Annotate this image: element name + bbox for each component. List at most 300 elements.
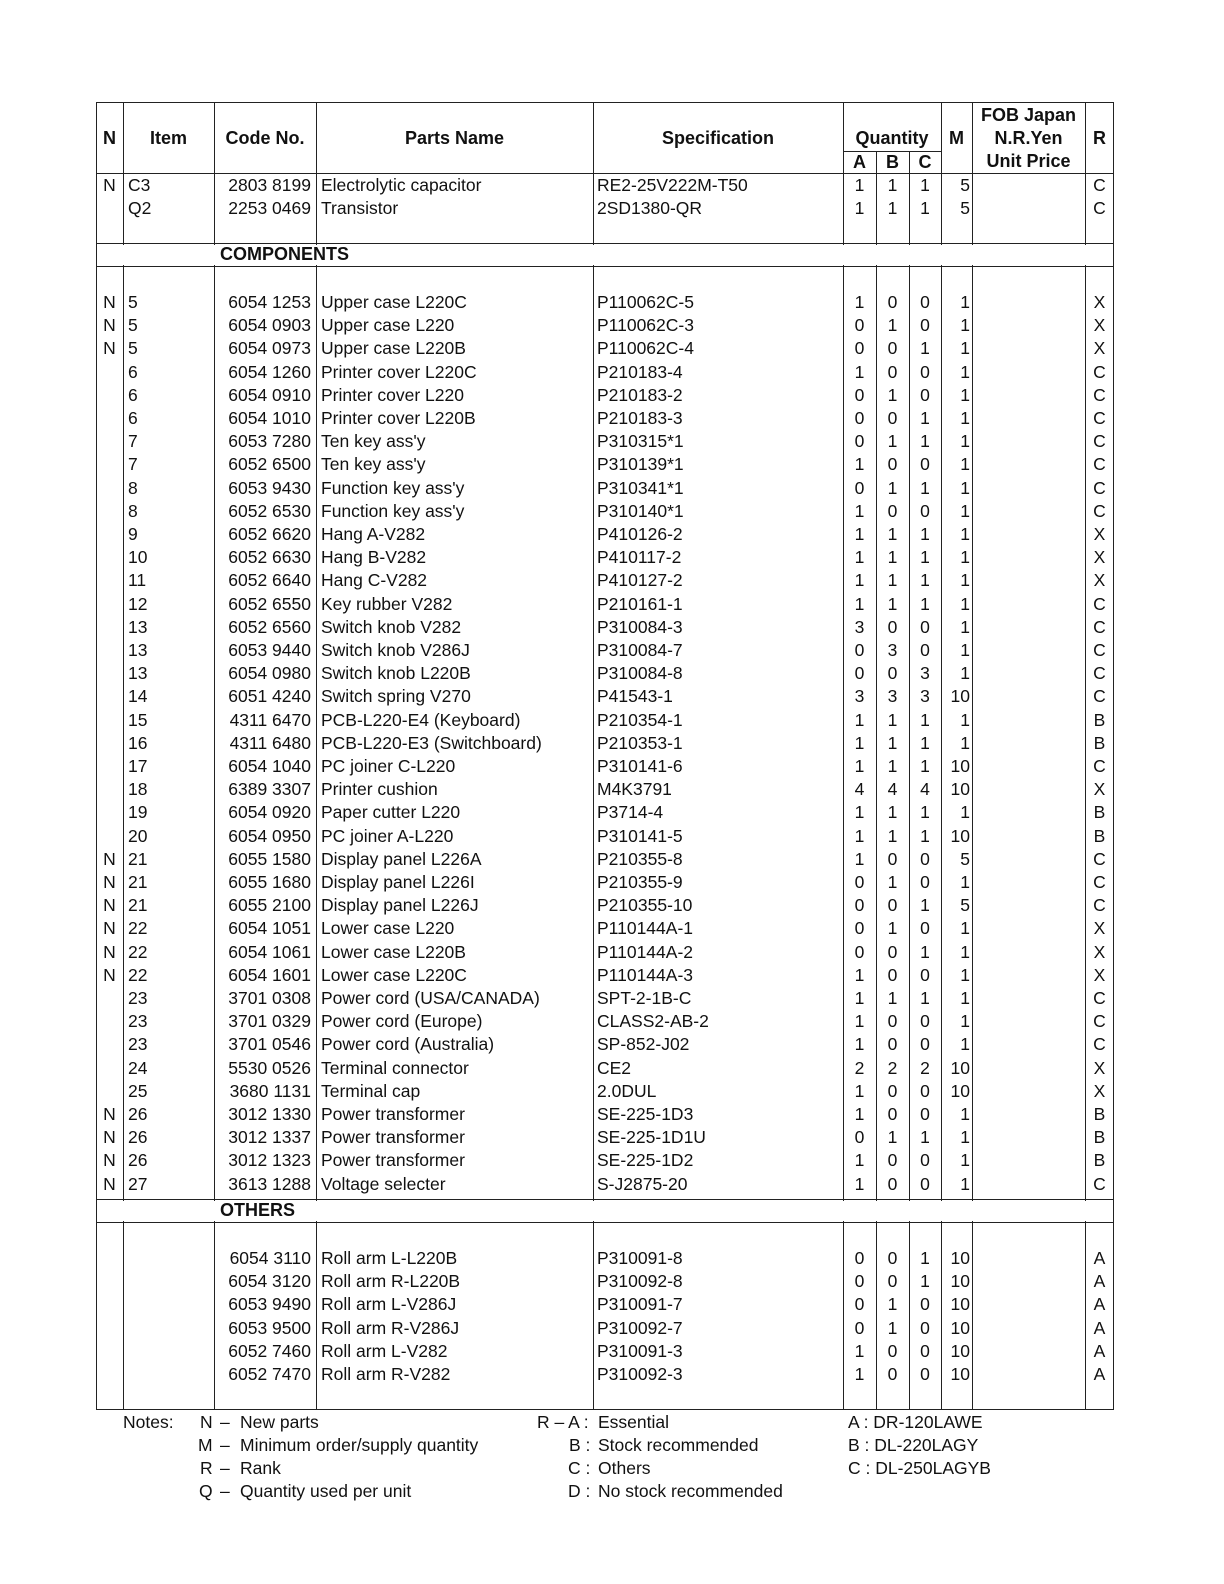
cell-qty-b: 1 [887, 872, 898, 892]
cell-n: N [103, 848, 116, 869]
cell-code: 6054 1601 [228, 964, 311, 985]
cell-item: 25 [128, 1080, 148, 1101]
cell-specification: P3714-4 [597, 802, 664, 823]
cell-code: 3701 0329 [228, 1011, 311, 1032]
cell-qty-b: 0 [887, 361, 898, 382]
cell-parts-name: Hang A-V282 [321, 524, 426, 544]
cell-code: 6053 9440 [228, 640, 311, 660]
cell-qty-c: 1 [920, 988, 930, 1008]
cell-qty-a: 1 [854, 732, 865, 753]
cell-item: 21 [128, 895, 148, 916]
cell-qty-b: 1 [887, 1294, 898, 1315]
cell-specification: SE-225-1D2 [597, 1150, 694, 1171]
cell-rank: X [1093, 338, 1106, 359]
cell-m: 10 [950, 1294, 970, 1315]
cell-qty-c: 0 [920, 1104, 930, 1124]
cell-qty-c: 0 [920, 1173, 930, 1194]
cell-specification: M4K3791 [597, 779, 672, 800]
cell-rank: B [1093, 1150, 1106, 1171]
cell-qty-a: 1 [854, 802, 865, 823]
cell-rank: A [1093, 1248, 1106, 1268]
cell-code: 3680 1131 [229, 1080, 311, 1101]
cell-item: 5 [128, 292, 138, 312]
cell-qty-a: 0 [854, 895, 865, 916]
cell-m: 1 [960, 988, 970, 1008]
cell-specification: P210355-8 [597, 848, 683, 869]
cell-parts-name: Upper case L220C [321, 292, 467, 312]
cell-specification: P310091-3 [597, 1340, 683, 1361]
cell-item: 7 [128, 431, 138, 452]
cell-rank: X [1093, 524, 1106, 544]
cell-qty-a: 0 [854, 408, 865, 428]
cell-m: 1 [960, 640, 970, 660]
cell-m: 1 [960, 941, 970, 962]
rank-text-a: Essential [598, 1412, 670, 1432]
note-text-m: Minimum order/supply quantity [240, 1435, 479, 1455]
cell-parts-name: Paper cutter L220 [321, 802, 461, 823]
cell-qty-c: 0 [920, 361, 930, 382]
cell-qty-c: 3 [920, 686, 930, 707]
cell-qty-b: 0 [887, 1011, 898, 1032]
cell-rank: B [1093, 1127, 1106, 1148]
cell-qty-c: 1 [920, 1271, 930, 1292]
cell-code: 3012 1337 [228, 1127, 311, 1148]
cell-parts-name: Terminal cap [321, 1080, 421, 1101]
cell-item: 26 [128, 1104, 148, 1124]
cell-qty-a: 1 [854, 524, 865, 544]
cell-parts-name: Switch knob V282 [321, 616, 462, 637]
cell-code: 6053 7280 [228, 431, 311, 452]
cell-code: 6053 9490 [228, 1294, 311, 1315]
cell-m: 10 [950, 1271, 970, 1292]
header-m: M [949, 128, 964, 148]
cell-n: N [103, 1173, 116, 1194]
cell-specification: P310084-8 [597, 663, 683, 684]
cell-qty-a: 1 [854, 570, 865, 591]
cell-m: 1 [960, 547, 970, 568]
cell-parts-name: Printer cover L220C [321, 361, 477, 382]
cell-specification: P310139*1 [597, 454, 684, 475]
note-text-n: New parts [240, 1412, 319, 1432]
cell-parts-name: Printer cushion [321, 779, 438, 800]
cell-qty-a: 1 [854, 361, 865, 382]
cell-qty-a: 1 [854, 292, 865, 312]
cell-qty-c: 1 [920, 1127, 930, 1148]
cell-code: 6054 0980 [228, 663, 311, 684]
cell-code: 4311 6480 [229, 732, 311, 753]
cell-code: 6054 1040 [228, 756, 311, 776]
cell-item: 24 [128, 1057, 148, 1078]
cell-qty-a: 1 [854, 1080, 865, 1101]
cell-item: Q2 [128, 198, 152, 219]
cell-parts-name: Power transformer [321, 1150, 465, 1171]
cell-rank: C [1093, 454, 1106, 475]
cell-rank: C [1093, 593, 1106, 614]
cell-rank: X [1093, 1057, 1106, 1078]
cell-n: N [103, 964, 116, 985]
cell-rank: X [1093, 547, 1106, 568]
cell-item: 22 [128, 941, 148, 962]
cell-qty-b: 0 [887, 408, 898, 428]
header-fob-line2: N.R.Yen [994, 128, 1063, 148]
cell-item: 11 [128, 570, 147, 591]
cell-specification: P310141-5 [597, 825, 683, 846]
cell-qty-c: 1 [920, 802, 930, 823]
cell-code: 6054 3120 [228, 1271, 311, 1292]
cell-rank: A [1093, 1317, 1106, 1338]
cell-item: 6 [128, 408, 138, 428]
cell-parts-name: Roll arm L-L220B [321, 1248, 458, 1268]
cell-code: 6054 0920 [228, 802, 311, 823]
cell-qty-a: 1 [854, 1173, 865, 1194]
note-key-q: Q [199, 1481, 213, 1501]
model-c: C : DL-250LAGYB [848, 1458, 991, 1478]
cell-specification: SE-225-1D1U [597, 1127, 706, 1148]
cell-qty-b: 0 [887, 1034, 898, 1055]
cell-code: 3701 0546 [228, 1034, 311, 1055]
cell-qty-c: 1 [920, 570, 930, 591]
cell-qty-a: 1 [854, 756, 865, 776]
cell-code: 6052 6550 [228, 593, 311, 614]
cell-qty-a: 2 [854, 1057, 865, 1078]
model-a: A : DR-120LAWE [848, 1412, 983, 1432]
cell-item: 13 [128, 663, 148, 684]
cell-rank: X [1093, 964, 1106, 985]
model-b: B : DL-220LAGY [848, 1435, 979, 1455]
cell-parts-name: Hang B-V282 [321, 547, 427, 568]
cell-qty-c: 1 [920, 756, 930, 776]
cell-qty-c: 0 [920, 964, 930, 985]
cell-rank: C [1093, 175, 1106, 195]
header-parts-name: Parts Name [404, 128, 505, 148]
cell-qty-c: 1 [920, 338, 930, 359]
cell-qty-b: 3 [887, 640, 898, 660]
cell-parts-name: PC joiner A-L220 [321, 825, 454, 846]
cell-qty-c: 0 [920, 616, 930, 637]
cell-parts-name: Power cord (Australia) [321, 1034, 495, 1055]
cell-n: N [103, 1104, 116, 1124]
cell-code: 6052 6530 [228, 500, 311, 521]
cell-parts-name: Power transformer [321, 1104, 465, 1124]
cell-m: 1 [960, 918, 970, 939]
cell-m: 1 [960, 315, 970, 336]
cell-parts-name: Electrolytic capacitor [321, 175, 482, 195]
cell-rank: C [1093, 198, 1106, 219]
cell-item: 23 [128, 1011, 148, 1032]
cell-item: 26 [128, 1127, 148, 1148]
cell-item: 23 [128, 988, 148, 1008]
cell-qty-b: 1 [887, 825, 898, 846]
cell-item: 26 [128, 1150, 148, 1171]
cell-code: 3012 1330 [228, 1104, 311, 1124]
cell-m: 1 [960, 292, 970, 312]
cell-qty-c: 1 [920, 175, 930, 195]
cell-qty-b: 0 [887, 895, 898, 916]
cell-qty-c: 0 [920, 1034, 930, 1055]
cell-qty-b: 1 [887, 198, 898, 219]
note-key-r: R [200, 1458, 213, 1478]
cell-item: 13 [128, 616, 148, 637]
cell-item: 8 [128, 500, 138, 521]
cell-code: 6055 2100 [228, 895, 311, 916]
cell-qty-c: 1 [920, 895, 930, 916]
cell-m: 1 [960, 524, 970, 544]
cell-qty-a: 0 [854, 338, 865, 359]
cell-qty-c: 1 [920, 593, 930, 614]
cell-item: 13 [128, 640, 148, 660]
cell-code: 2803 8199 [228, 175, 311, 195]
cell-item: 12 [128, 593, 148, 614]
cell-n: N [103, 338, 116, 359]
cell-specification: 2.0DUL [597, 1080, 657, 1101]
cell-specification: P310141-6 [597, 756, 683, 776]
cell-rank: C [1093, 895, 1106, 916]
cell-qty-b: 3 [887, 686, 898, 707]
cell-rank: C [1093, 1173, 1106, 1194]
cell-qty-a: 1 [854, 964, 865, 985]
cell-qty-a: 1 [854, 1034, 865, 1055]
header-fob-line1: FOB Japan [980, 105, 1077, 125]
cell-m: 10 [950, 756, 970, 776]
cell-qty-b: 0 [887, 663, 898, 684]
cell-qty-c: 0 [920, 1294, 930, 1315]
cell-parts-name: Power cord (USA/CANADA) [321, 988, 540, 1008]
note-text-q: Quantity used per unit [240, 1481, 412, 1501]
cell-qty-c: 0 [920, 1317, 930, 1338]
cell-parts-name: Voltage selecter [321, 1173, 446, 1194]
cell-code: 6052 6620 [228, 524, 311, 544]
cell-qty-b: 0 [887, 1104, 898, 1124]
note-key-n: N [200, 1412, 213, 1432]
cell-qty-a: 1 [854, 825, 865, 846]
cell-qty-b: 1 [887, 709, 898, 730]
cell-m: 1 [960, 872, 970, 892]
cell-qty-b: 0 [887, 1271, 898, 1292]
cell-parts-name: Hang C-V282 [321, 570, 428, 591]
cell-item: 23 [128, 1034, 148, 1055]
cell-m: 1 [960, 1104, 970, 1124]
cell-qty-b: 0 [887, 616, 898, 637]
cell-code: 6052 6630 [228, 547, 311, 568]
note-dash: – [220, 1481, 230, 1501]
cell-code: 6052 6560 [228, 616, 311, 637]
cell-qty-c: 1 [920, 941, 930, 962]
cell-qty-a: 0 [854, 1248, 865, 1268]
cell-rank: B [1093, 802, 1106, 823]
cell-qty-c: 1 [920, 709, 930, 730]
cell-parts-name: PCB-L220-E3 (Switchboard) [321, 732, 542, 753]
cell-code: 6054 0910 [228, 384, 311, 405]
rank-key-a: R – A : [537, 1412, 589, 1432]
cell-code: 6055 1680 [228, 872, 311, 892]
header-qty-a: A [853, 152, 866, 172]
cell-parts-name: Roll arm R-V282 [321, 1364, 451, 1384]
cell-qty-c: 0 [920, 1150, 930, 1171]
cell-code: 4311 6470 [229, 709, 311, 730]
cell-item: 27 [128, 1173, 148, 1194]
cell-qty-a: 0 [854, 315, 865, 336]
cell-qty-b: 1 [887, 384, 898, 405]
cell-qty-a: 0 [854, 1294, 865, 1315]
cell-specification: P210183-2 [597, 384, 683, 405]
cell-specification: P210161-1 [597, 593, 683, 614]
cell-item: 17 [128, 756, 148, 776]
cell-m: 1 [960, 408, 970, 428]
cell-qty-a: 1 [854, 1104, 865, 1124]
cell-item: 19 [128, 802, 148, 823]
cell-code: 6054 0950 [228, 825, 311, 846]
cell-qty-c: 2 [920, 1057, 930, 1078]
cell-parts-name: Lower case L220 [321, 918, 455, 939]
cell-rank: X [1093, 292, 1106, 312]
cell-parts-name: PC joiner C-L220 [321, 756, 456, 776]
cell-code: 6054 1061 [228, 941, 311, 962]
note-key-m: M [198, 1435, 213, 1455]
cell-parts-name: Printer cover L220B [321, 408, 476, 428]
cell-specification: P210183-4 [597, 361, 683, 382]
cell-parts-name: Function key ass'y [321, 500, 465, 521]
cell-m: 5 [960, 895, 970, 916]
cell-qty-c: 1 [920, 408, 930, 428]
cell-qty-c: 0 [920, 315, 930, 336]
cell-specification: P310140*1 [597, 500, 684, 521]
header-code: Code No. [225, 128, 305, 148]
cell-n: N [103, 895, 116, 916]
cell-rank: C [1093, 988, 1106, 1008]
cell-m: 1 [960, 709, 970, 730]
cell-qty-c: 1 [920, 547, 930, 568]
cell-m: 1 [960, 477, 970, 498]
rank-text-b: Stock recommended [598, 1435, 759, 1455]
rank-key-d: D : [568, 1481, 591, 1501]
cell-qty-a: 0 [854, 663, 865, 684]
cell-rank: X [1093, 779, 1106, 800]
cell-qty-a: 0 [854, 941, 865, 962]
cell-qty-a: 1 [854, 709, 865, 730]
cell-qty-c: 0 [920, 384, 930, 405]
cell-specification: P210183-3 [597, 408, 683, 428]
cell-m: 10 [950, 825, 970, 846]
cell-code: 6052 7460 [228, 1340, 311, 1361]
cell-qty-c: 0 [920, 1340, 930, 1361]
cell-parts-name: Ten key ass'y [321, 431, 426, 452]
cell-rank: C [1093, 384, 1106, 405]
cell-item: 5 [128, 315, 138, 336]
cell-rank: C [1093, 1011, 1106, 1032]
cell-parts-name: PCB-L220-E4 (Keyboard) [321, 709, 521, 730]
cell-specification: P410127-2 [597, 570, 683, 591]
cell-specification: P210354-1 [597, 709, 683, 730]
cell-item: 22 [128, 918, 148, 939]
section-rule-others-bottom [96, 1222, 1114, 1223]
cell-m: 1 [960, 361, 970, 382]
cell-rank: C [1093, 848, 1106, 869]
cell-qty-a: 1 [854, 593, 865, 614]
header-qty-b: B [886, 152, 899, 172]
cell-qty-b: 0 [887, 292, 898, 312]
cell-qty-c: 0 [920, 500, 930, 521]
cell-code: 3613 1288 [228, 1173, 311, 1194]
cell-m: 1 [960, 802, 970, 823]
cell-qty-a: 1 [854, 988, 865, 1008]
cell-qty-a: 0 [854, 918, 865, 939]
cell-qty-b: 1 [887, 732, 898, 753]
cell-code: 6053 9430 [228, 477, 311, 498]
cell-parts-name: Display panel L226I [321, 872, 475, 892]
cell-qty-b: 0 [887, 338, 898, 359]
notes-label: Notes: [123, 1412, 174, 1432]
cell-qty-b: 1 [887, 988, 898, 1008]
cell-qty-b: 1 [887, 547, 898, 568]
cell-item: 15 [128, 709, 148, 730]
header-quantity: Quantity [855, 128, 929, 148]
cell-parts-name: Display panel L226A [321, 848, 482, 869]
cell-qty-b: 0 [887, 500, 898, 521]
cell-m: 1 [960, 1173, 970, 1194]
cell-qty-b: 0 [887, 1173, 898, 1194]
cell-item: 8 [128, 477, 138, 498]
cell-item: 5 [128, 338, 138, 359]
cell-qty-a: 1 [854, 1011, 865, 1032]
cell-parts-name: Transistor [321, 198, 399, 219]
cell-parts-name: Key rubber V282 [321, 593, 453, 614]
cell-qty-a: 0 [854, 872, 865, 892]
cell-item: 22 [128, 964, 148, 985]
cell-rank: B [1093, 732, 1106, 753]
cell-parts-name: Switch spring V270 [321, 686, 471, 707]
cell-m: 1 [960, 663, 970, 684]
cell-qty-c: 0 [920, 848, 930, 869]
cell-qty-c: 1 [920, 477, 930, 498]
cell-parts-name: Upper case L220B [321, 338, 466, 359]
cell-parts-name: Power transformer [321, 1127, 465, 1148]
cell-code: 6054 1051 [228, 918, 311, 939]
cell-code: 6053 9500 [228, 1317, 311, 1338]
cell-code: 6052 7470 [228, 1364, 311, 1384]
cell-rank: B [1093, 825, 1106, 846]
cell-qty-b: 1 [887, 315, 898, 336]
cell-qty-c: 0 [920, 872, 930, 892]
cell-qty-a: 0 [854, 1317, 865, 1338]
cell-n: N [103, 1127, 116, 1148]
cell-rank: X [1093, 918, 1106, 939]
header-item: Item [149, 128, 187, 148]
cell-specification: SP-852-J02 [597, 1034, 690, 1055]
cell-rank: A [1093, 1340, 1106, 1361]
cell-rank: C [1093, 686, 1106, 707]
cell-n: N [103, 175, 116, 195]
cell-m: 1 [960, 964, 970, 985]
cell-n: N [103, 1150, 116, 1171]
cell-parts-name: Roll arm L-V282 [321, 1340, 448, 1361]
cell-qty-b: 1 [887, 524, 898, 544]
cell-qty-c: 0 [920, 292, 930, 312]
cell-m: 1 [960, 338, 970, 359]
cell-parts-name: Switch knob V286J [321, 640, 470, 660]
cell-specification: P210355-9 [597, 872, 683, 892]
header-n: N [103, 128, 116, 148]
cell-specification: RE2-25V222M-T50 [597, 175, 748, 195]
cell-qty-a: 3 [854, 616, 865, 637]
cell-qty-b: 1 [887, 1317, 898, 1338]
rank-key-b: B : [569, 1435, 591, 1455]
cell-m: 10 [950, 1057, 970, 1078]
cell-code: 2253 0469 [228, 198, 311, 219]
cell-rank: C [1093, 872, 1106, 892]
cell-qty-a: 4 [854, 779, 865, 800]
cell-code: 6055 1580 [228, 848, 311, 869]
cell-qty-b: 1 [887, 1127, 898, 1148]
